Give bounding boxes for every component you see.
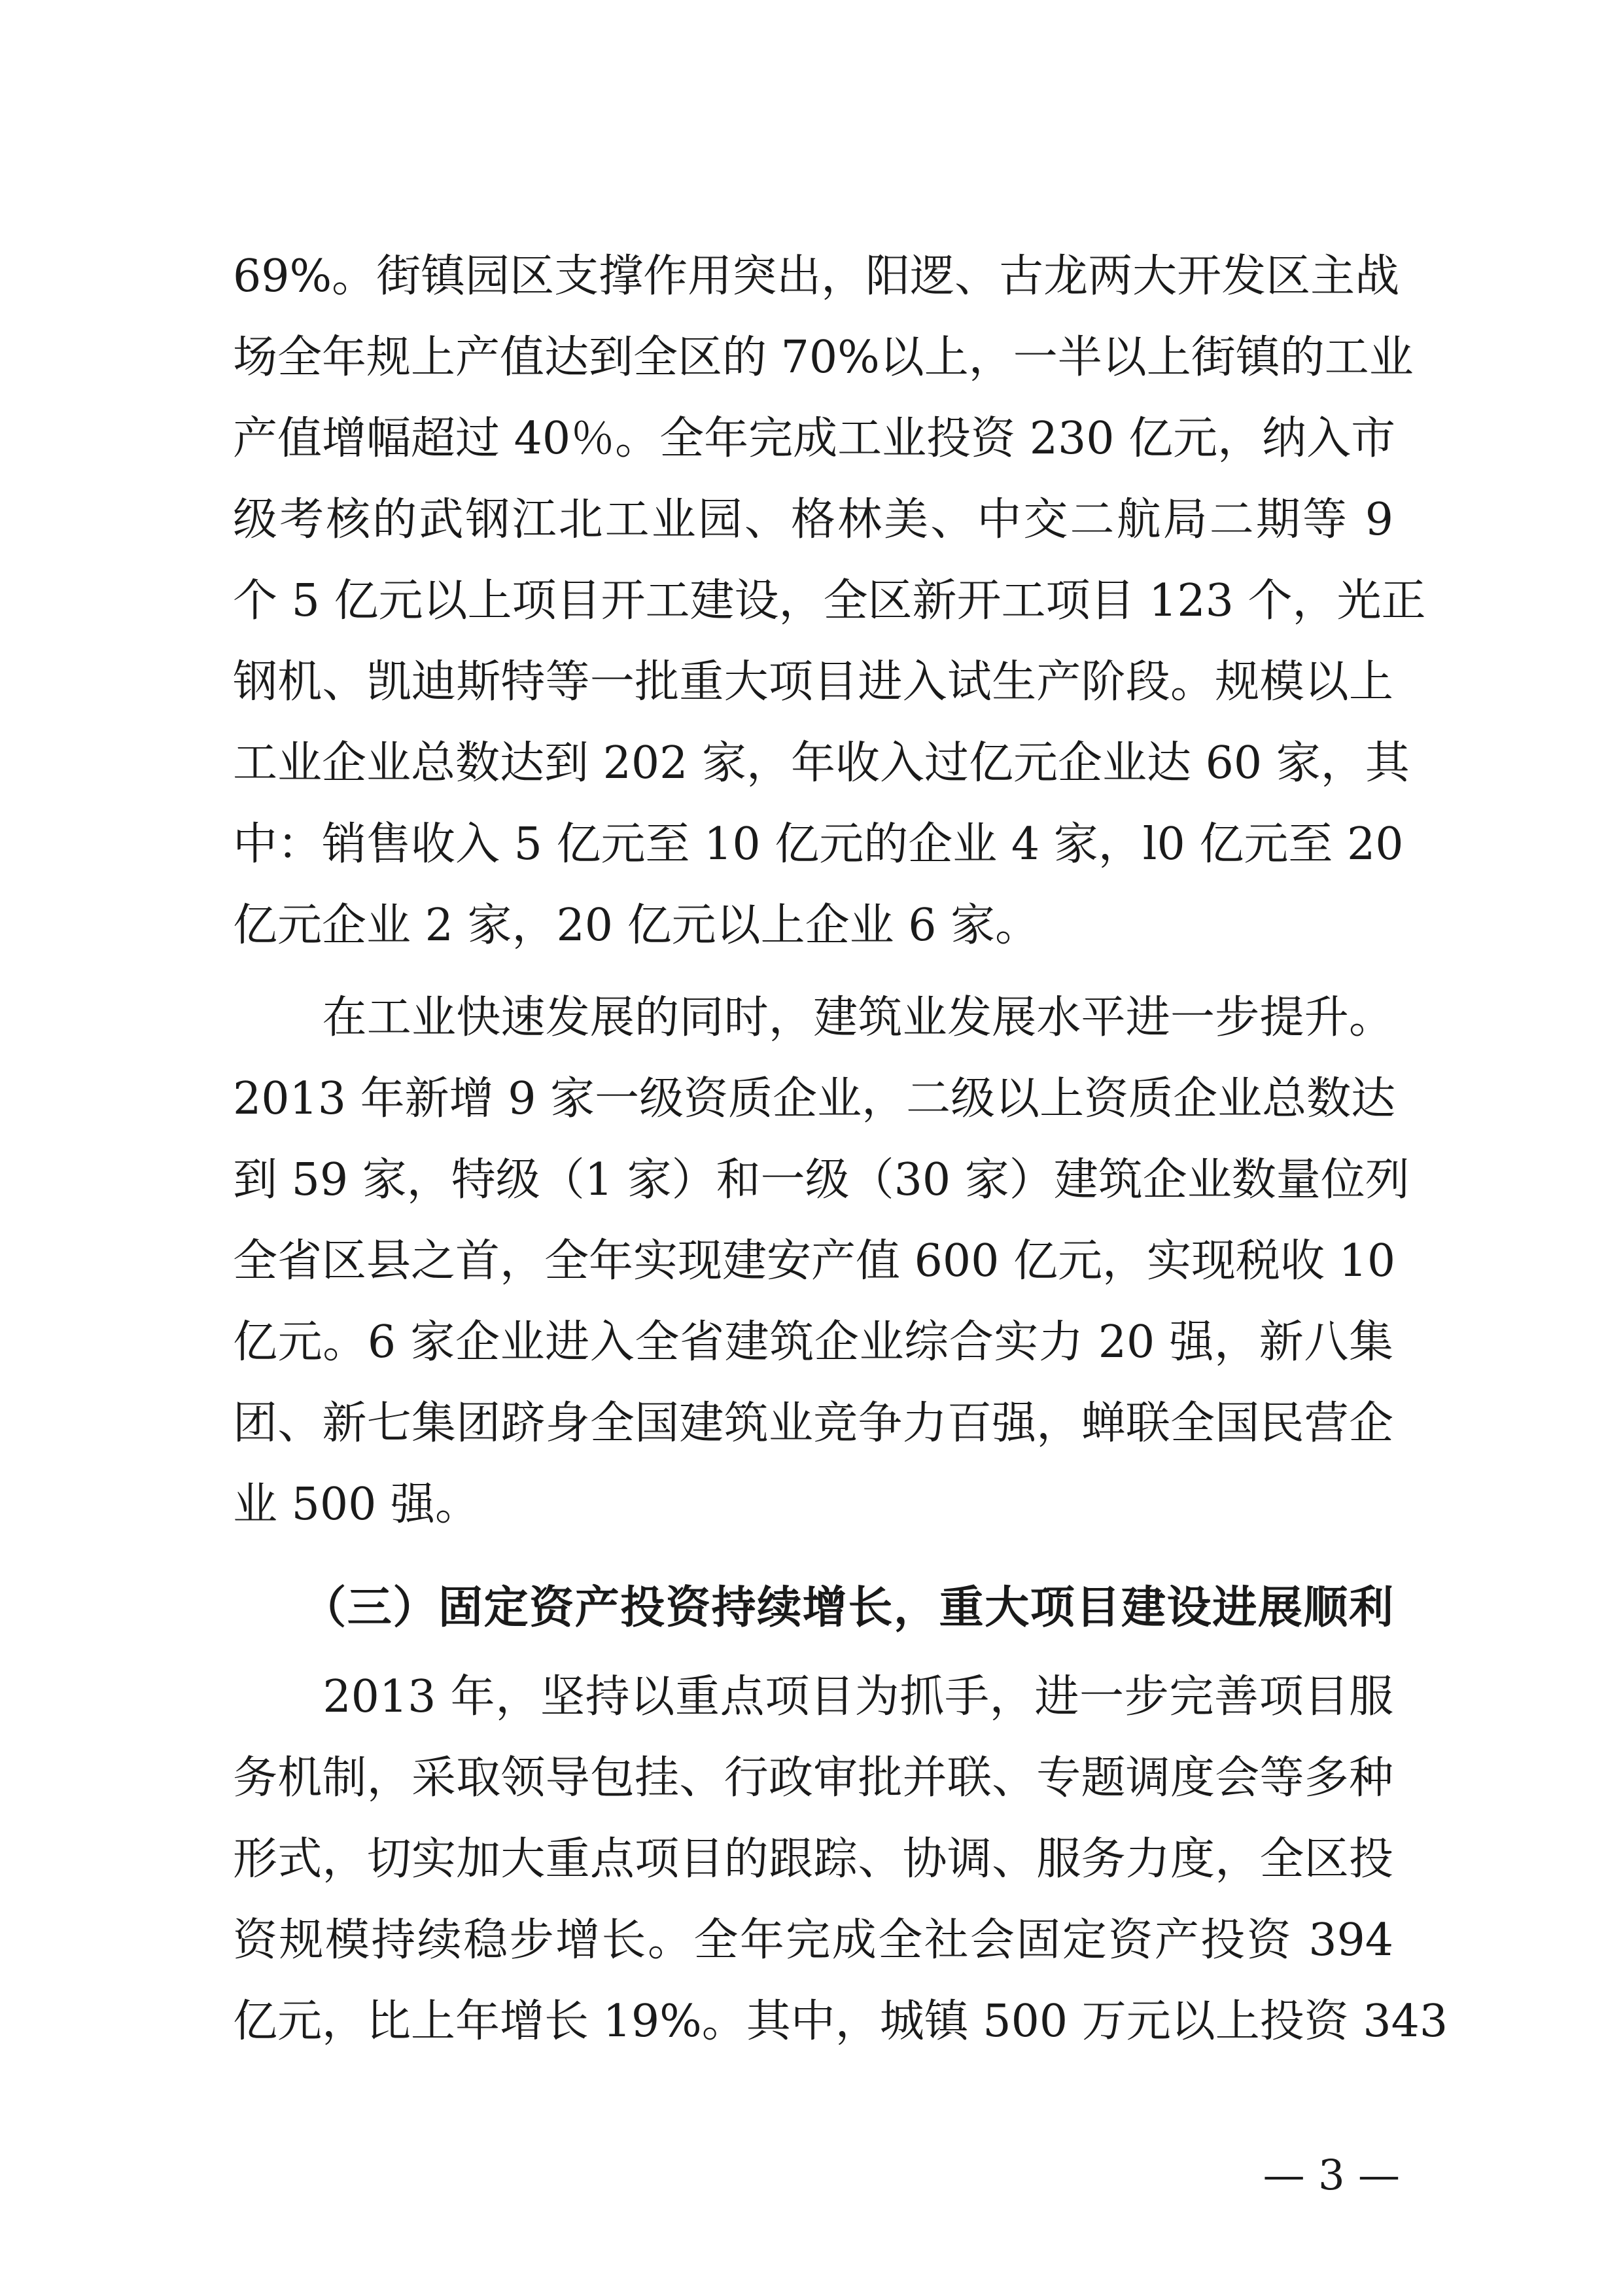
paragraph-line: 亿元。6 家企业进入全省建筑企业综合实力 20 强，新八集: [233, 1316, 1393, 1368]
paragraph-line: 形式，切实加大重点项目的跟踪、协调、服务力度，全区投: [233, 1833, 1393, 1885]
paragraph-line: 资规模持续稳步增长。全年完成全社会固定资产投资 394: [233, 1915, 1393, 1966]
paragraph-line: 69%。街镇园区支撑作用突出，阳逻、古龙两大开发区主战: [233, 251, 1400, 302]
paragraph-line: 级考核的武钢江北工业园、格林美、中交二航局二期等 9: [233, 494, 1393, 546]
paragraph-line: 亿元，比上年增长 19%。其中，城镇 500 万元以上投资 343: [233, 1996, 1448, 2047]
paragraph-line: 产值增幅超过 40％。全年完成工业投资 230 亿元，纳入市: [233, 413, 1396, 465]
paragraph-line: 场全年规上产值达到全区的 70%以上，一半以上街镇的工业: [233, 332, 1414, 383]
paragraph-line: 2013 年新增 9 家一级资质企业，二级以上资质企业总数达: [233, 1073, 1396, 1125]
paragraph-line: 在工业快速发展的同时，建筑业发展水平进一步提升。: [233, 992, 1393, 1044]
paragraph-line: 亿元企业 2 家，20 亿元以上企业 6 家。: [233, 900, 1040, 951]
paragraph-line: 钢机、凯迪斯特等一批重大项目进入试生产阶段。规模以上: [233, 656, 1393, 708]
paragraph-line: 工业企业总数达到 202 家，年收入过亿元企业达 60 家，其: [233, 737, 1410, 789]
paragraph-line: 到 59 家，特级（1 家）和一级（30 家）建筑企业数量位列: [233, 1154, 1410, 1206]
paragraph-line: 2013 年，坚持以重点项目为抓手，进一步完善项目服: [233, 1671, 1393, 1723]
paragraph-line: 中：销售收入 5 亿元至 10 亿元的企业 4 家，l0 亿元至 20: [233, 819, 1404, 870]
paragraph-line: 业 500 强。: [233, 1479, 480, 1530]
paragraph-line: 务机制，采取领导包挂、行政审批并联、专题调度会等多种: [233, 1752, 1393, 1804]
paragraph-line: 个 5 亿元以上项目开工建设，全区新开工项目 123 个，光正: [233, 575, 1426, 627]
paragraph-line: 全省区县之首，全年实现建安产值 600 亿元，实现税收 10: [233, 1235, 1396, 1287]
page-number: — 3 —: [1263, 2151, 1400, 2200]
paragraph-line: 团、新七集团跻身全国建筑业竞争力百强，蝉联全国民营企: [233, 1398, 1393, 1449]
section-heading: （三）固定资产投资持续增长，重大项目建设进展顺利: [233, 1581, 1393, 1634]
